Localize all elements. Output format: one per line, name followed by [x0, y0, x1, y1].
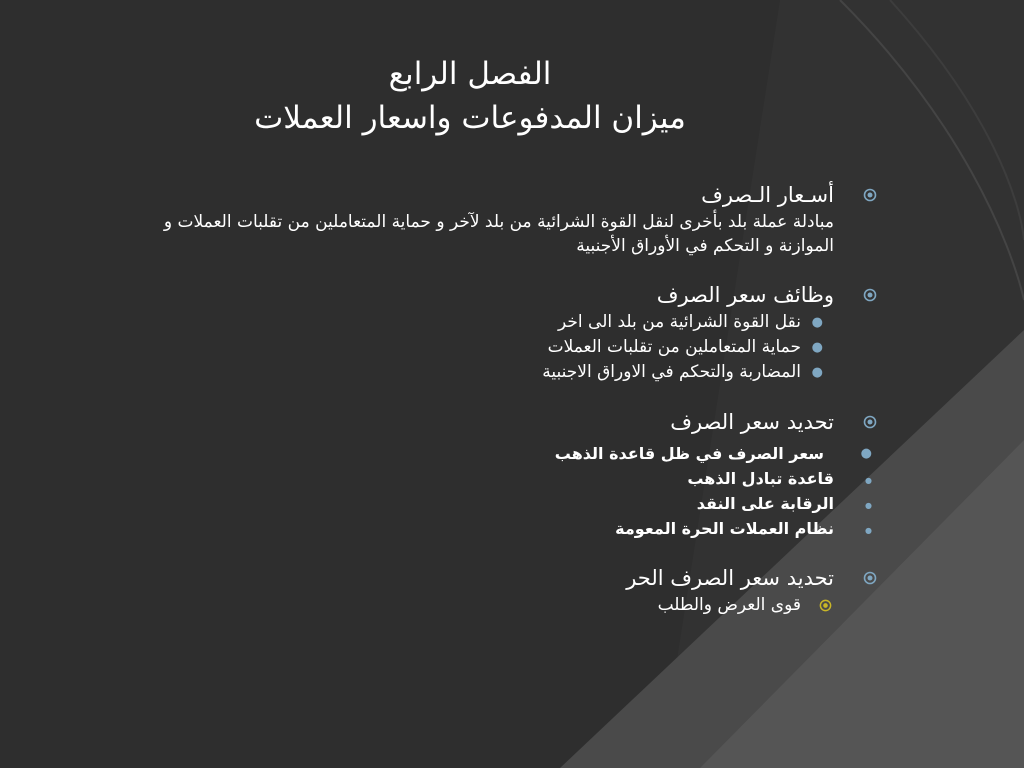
list-item: ● قاعدة تبادل الذهب — [114, 466, 834, 491]
section-determination — [114, 407, 872, 541]
section-heading: وظائف سعر الصرف — [656, 283, 834, 307]
section-functions — [114, 280, 834, 385]
section-heading: تحديد سعر الصرف الحر — [626, 566, 834, 590]
list-item: قوى العرض والطلب — [114, 593, 801, 618]
list-item: ● الرقابة على النقد — [114, 491, 834, 516]
dot-bullet-icon: ● — [860, 446, 872, 461]
circle-bullet-icon — [863, 571, 877, 585]
list-item: ● سعر الصرف في ظل قاعدة الذهب — [114, 441, 824, 466]
title-line-2: ميزان المدفوعات واسعار العملات — [254, 100, 686, 136]
section-heading: تحديد سعر الصرف — [670, 410, 834, 434]
dot-bullet-icon: ● — [865, 476, 872, 485]
slide-title — [120, 52, 820, 140]
section-free-rate — [114, 563, 834, 618]
slide-content — [114, 180, 872, 618]
list-item: ● نقل القوة الشرائية من بلد الى اخر — [114, 310, 801, 335]
list-item: ● المضاربة والتحكم في الاوراق الاجنبية — [114, 360, 801, 385]
dot-bullet-icon: ● — [865, 526, 872, 535]
title-line-1: الفصل الرابع — [388, 56, 552, 92]
circle-bullet-icon — [863, 188, 877, 202]
list-item: ● حماية المتعاملين من تقلبات العملات — [114, 335, 801, 360]
dot-bullet-icon: ● — [865, 501, 872, 510]
circle-bullet-icon — [819, 599, 832, 612]
section-description: مبادلة عملة بلد بأخرى لنقل القوة الشرائية من بلد لآخر و حماية المتعاملين من تقلبات العملات و الموازنة و التحكم في الأوراق الأجنبية — [163, 212, 834, 256]
circle-bullet-icon — [863, 288, 877, 302]
dot-bullet-icon: ● — [811, 365, 823, 380]
dot-bullet-icon: ● — [811, 340, 823, 355]
circle-bullet-icon — [863, 415, 877, 429]
section-heading: أسـعار الـصرف — [701, 183, 834, 207]
dot-bullet-icon: ● — [811, 315, 823, 330]
list-item: ● نظام العملات الحرة المعومة — [114, 516, 834, 541]
section-exchange-rates — [114, 180, 834, 258]
